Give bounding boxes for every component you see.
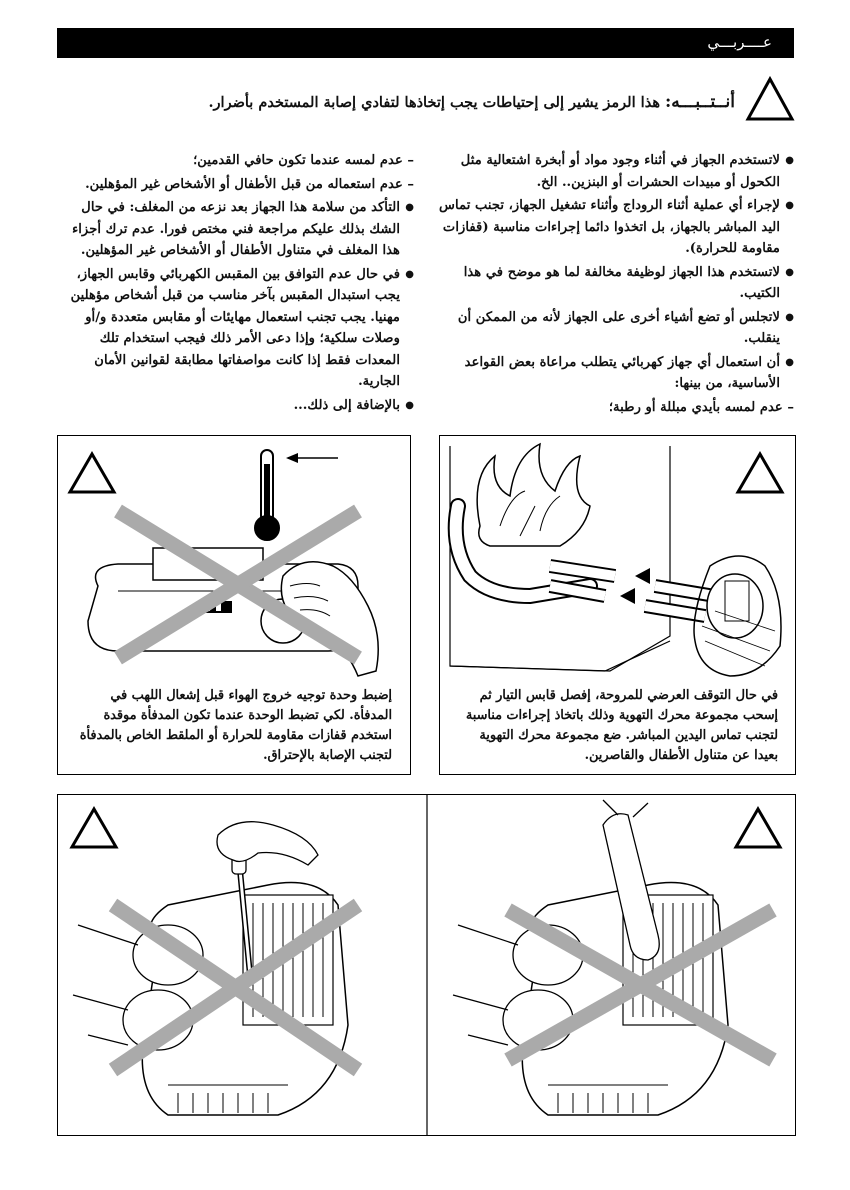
arrow-icon — [620, 588, 635, 604]
list-item: ● بالإضافة إلى ذلك... — [57, 395, 414, 417]
list-item: ● لاتستخدم الجهاز في أثناء وجود مواد أو أبخرة اشتعالية مثل الكحول أو مبيدات الحشرات أو البنزين.. الخ. — [437, 150, 794, 193]
bottom-illustrations — [58, 795, 795, 1135]
warning-triangle-icon — [736, 809, 780, 847]
arrow-icon — [286, 453, 298, 463]
caption-fan-stop: في حال التوقف العرضي للمروحة، إفصل قابس التيار ثم إسحب مجموعة محرك التهوية وذلك باتخاذ إجراءات مناسبة لتجنب تماس اليدين المباشر. ضع مجموعة محرك التهوية بعيدا عن متناول الأطفال والقاصرين. — [458, 686, 778, 766]
left-text-column — [57, 150, 414, 418]
list-item: – عدم استعماله من قبل الأطفال أو الأشخاص غير المؤهلين. — [85, 176, 414, 192]
list-item: ● التأكد من سلامة هذا الجهاز بعد نزعه من المغلف: في حال الشك بذلك عليكم مراجعة فني مختص فورا. عدم ترك أجزاء هذا المغلف في متناول الأطفال أو الأشخاص غير المؤهلين. — [57, 197, 414, 262]
header-bar — [57, 28, 794, 58]
list-item: ● لإجراء أي عملية أثناء الروداج وأثناء تشغيل الجهاز، تجنب تماس اليد المباشر بالجهاز، بل اتخذوا دائما إجراءات مناسبة (قفازات مقاومة للحرارة). — [437, 195, 794, 260]
warning-triangle-icon — [70, 454, 114, 492]
list-item: ● في حال عدم التوافق بين المقبس الكهربائي وقابس الجهاز، يجب استبدال المقبس بآخر مناسب من قبل أشخاص مؤهلين مهنيا. يجب تجنب استعمال مهايئات أو مقابس متعددة و/أو وصلات سلكية؛ وإذا دعى الأمر ذلك فيجب استخدام تلك المعدات فقط إذا كانت مواصفاتها مطابقة لقوانين الأمان الجارية. — [57, 264, 414, 393]
panel-deflector-adjust — [57, 435, 411, 775]
warning-triangle-icon — [738, 454, 782, 492]
panel-bottom-frame — [57, 794, 796, 1136]
list-item: – عدم لمسه بأيدي مبللة أو رطبة؛ — [608, 399, 794, 415]
caption-deflector: إضبط وحدة توجيه خروج الهواء قبل إشعال اللهب في المدفأة. لكي تضبط الوحدة عندما تكون المدفأة موقدة استخدم قفازات مقاومة للحرارة أو الملقط الخاص بالمدفأة لتجنب الإصابة بالإحتراق. — [76, 686, 392, 766]
list-item: ● أن استعمال أي جهاز كهربائي يتطلب مراعاة بعض القواعد الأساسية، من بينها: — [437, 352, 794, 395]
warning-text: هذا الرمز يشير إلى إحتياطات يجب إتخاذها لتفادي إصابة المستخدم بأضرار. — [208, 94, 660, 111]
language-label: عــــربـــي — [707, 33, 772, 51]
right-text-column — [437, 150, 794, 420]
warning-statement — [200, 92, 735, 122]
flame-icon — [477, 444, 590, 546]
list-item: ● لاتستخدم هذا الجهاز لوظيفة مخالفة لما هو موضح في هذا الكتيب. — [437, 262, 794, 305]
warning-triangle-icon — [72, 809, 116, 847]
list-item: ● لاتجلس أو تضع أشياء أخرى على الجهاز لأنه من الممكن أن ينقلب. — [437, 307, 794, 350]
hand-icon — [217, 822, 318, 865]
arrow-icon — [635, 568, 650, 584]
panel-fan-stop — [439, 435, 796, 775]
heater-unit-right — [453, 883, 728, 1116]
warning-triangle-icon — [745, 76, 795, 122]
list-item: – عدم لمسه عندما تكون حافي القدمين؛ — [193, 153, 414, 168]
warning-word: أنــتــبـــه: — [665, 92, 735, 112]
